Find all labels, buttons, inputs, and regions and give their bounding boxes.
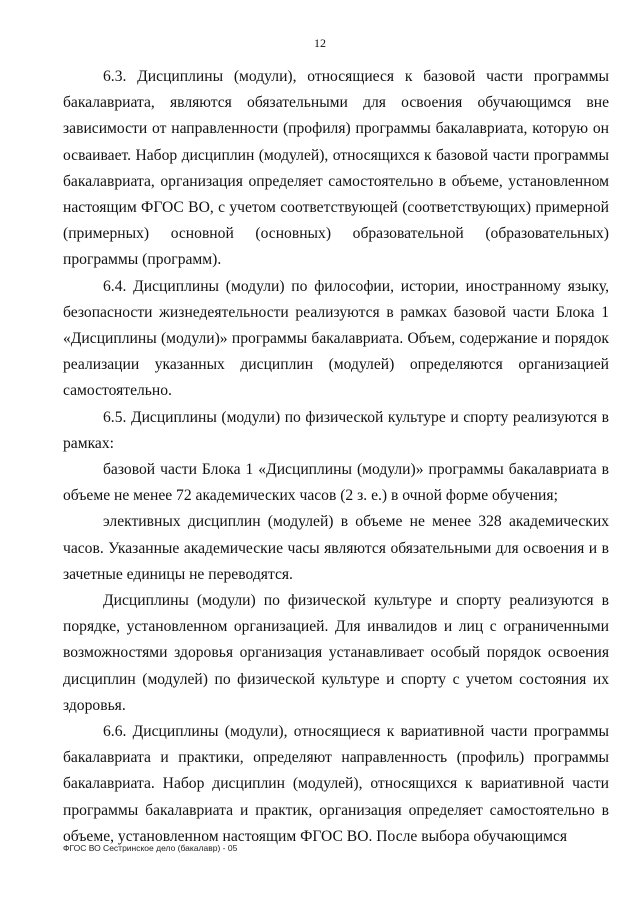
paragraph-basic-part: базовой части Блока 1 «Дисциплины (модули)» программы бакалавриата в объеме не менее 72 академических часов (2 з. е.) в очной форме обучения; — [63, 461, 609, 505]
paragraph-elective: элективных дисциплин (модулей) в объеме не менее 328 академических часов. Указанные академические часы являются обязательными для освоения и в зачетные единицы не переводятся. — [63, 513, 609, 583]
paragraph-6-6: 6.6. Дисциплины (модули), относящиеся к вариативной части программы бакалавриата и практики, определяют направленность (профиль) программы бакалавриата. Набор дисциплин (модулей), относящихся к вариативной части программы бакалавриата и практик, организация определяет самостоятельно в объеме, установленном настоящим ФГОС ВО. После выбора обучающимся — [63, 723, 609, 845]
paragraph-6-4: 6.4. Дисциплины (модули) по философии, истории, иностранному языку, безопасности жизнедеятельности реализуются в рамках базовой части Блока 1 «Дисциплины (модули)» программы бакалавриата. Объем, содержание и порядок реализации указанных дисциплин (модулей) определяются организацией самостоятельно. — [63, 277, 609, 400]
document-body — [63, 64, 609, 850]
paragraph-pe-procedure: Дисциплины (модули) по физической культуре и спорту реализуются в порядке, установленном организацией. Для инвалидов и лиц с ограниченными возможностями здоровья организация устанавливает особый порядок освоения дисциплин (модулей) по физической культуре и спорту с учетом состояния их здоровья. — [63, 592, 609, 714]
paragraph-6-5: 6.5. Дисциплины (модули) по физической культуре и спорту реализуются в рамках: — [63, 408, 609, 452]
document-footer: ФГОС ВО Сестринское дело (бакалавр) - 05 — [63, 843, 238, 853]
paragraph-6-3: 6.3. Дисциплины (модули), относящиеся к базовой части программы бакалавриата, являются обязательными для освоения обучающимся вне зависимости от направленности (профиля) программы бакалавриата, которую он осваивает. Набор дисциплин (модулей), относящихся к базовой части программы бакалавриата, организация определяет самостоятельно в объеме, установленном настоящим ФГОС ВО, с учетом соответствующей (соответствующих) примерной (примерных) основной (основных) образовательной (образовательных) программы (программ). — [63, 68, 609, 269]
page-number: 12 — [314, 36, 326, 50]
